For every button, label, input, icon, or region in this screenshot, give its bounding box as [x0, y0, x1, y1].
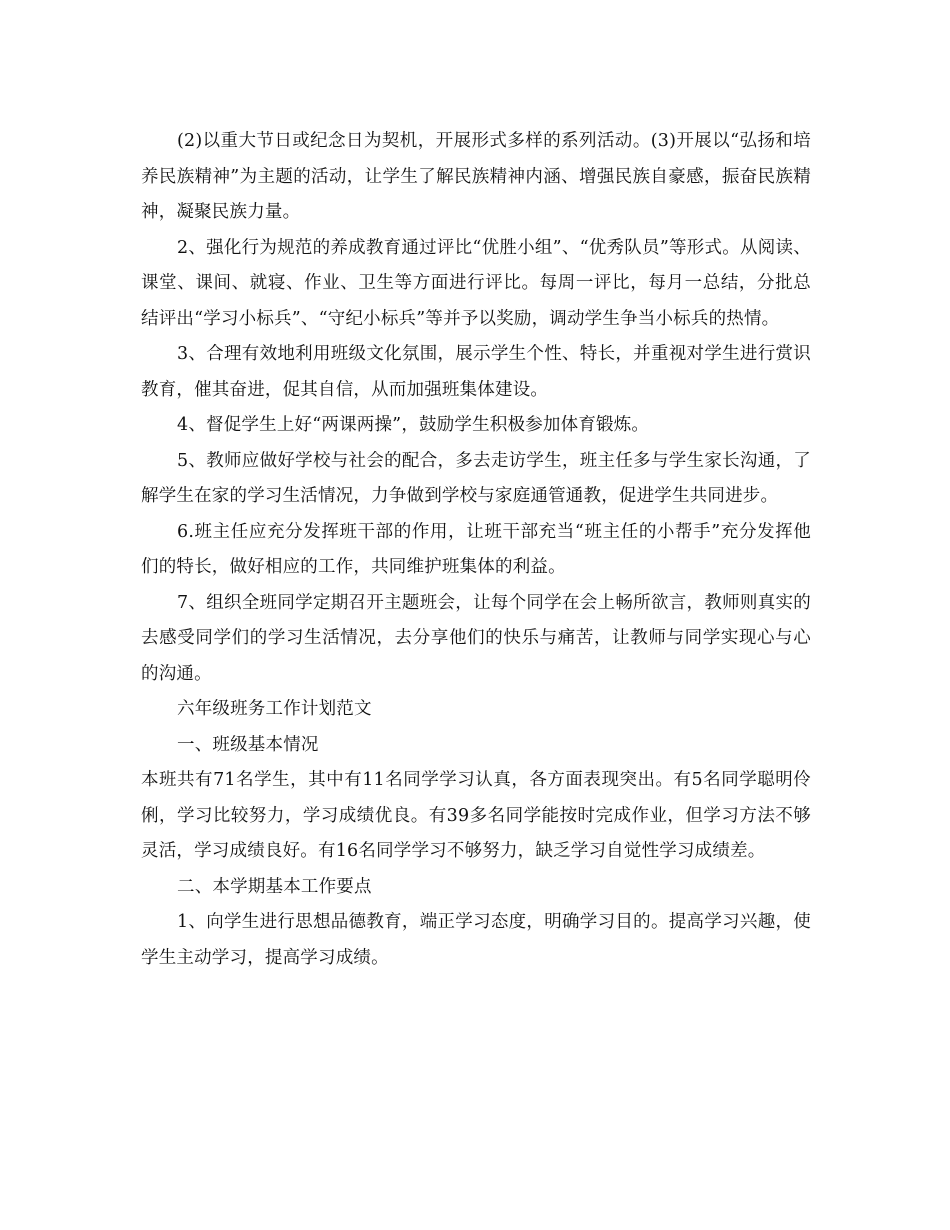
section-title: 六年级班务工作计划范文 — [177, 699, 372, 719]
paragraph-behavior-norms: 2、强化行为规范的养成教育通过评比“优胜小组”、“优秀队员”等形式。从阅读、课堂、课间、就寝、作业、卫生等方面进行评比。每周一评比，每月一总结，分批总结评出“学习小标兵”、“守纪小标兵”等并予以奖励，调动学生争当小标兵的热情。 — [141, 237, 811, 329]
paragraph-exercise: 4、督促学生上好“两课两操”，鼓励学生积极参加体育锻炼。 — [177, 415, 650, 435]
document-body — [141, 124, 811, 976]
paragraph-class-meeting: 7、组织全班同学定期召开主题班会，让每个同学在会上畅所欲言，教师则真实的去感受同学们的学习生活情况，去分享他们的快乐与痛苦，让教师与同学实现心与心的沟通。 — [141, 592, 811, 684]
paragraph-moral-education: 1、向学生进行思想品德教育，端正学习态度，明确学习目的。提高学习兴趣，使学生主动学习，提高学习成绩。 — [141, 912, 811, 968]
heading-work-points: 二、本学期基本工作要点 — [177, 876, 372, 897]
paragraph-class-culture: 3、合理有效地利用班级文化氛围，展示学生个性、特长，并重视对学生进行赏识教育，催其奋进，促其自信，从而加强班集体建设。 — [141, 344, 811, 400]
paragraph-home-school: 5、教师应做好学校与社会的配合，多去走访学生，班主任多与学生家长沟通，了解学生在家的学习生活情况，力争做到学校与家庭通管通教，促进学生共同进步。 — [141, 450, 811, 506]
heading-basic-situation: 一、班级基本情况 — [177, 734, 319, 755]
paragraph-class-cadres: 6.班主任应充分发挥班干部的作用，让班干部充当“班主任的小帮手”充分发挥他们的特长，做好相应的工作，共同维护班集体的利益。 — [141, 521, 811, 577]
paragraph-class-stats: 本班共有71名学生，其中有11名同学学习认真，各方面表现突出。有5名同学聪明伶俐，学习比较努力，学习成绩优良。有39多名同学能按时完成作业，但学习方法不够灵活，学习成绩良好。有16名同学学习不够努力，缺乏学习自觉性学习成绩差。 — [141, 770, 811, 861]
paragraph-activities: (2)以重大节日或纪念日为契机，开展形式多样的系列活动。(3)开展以“弘扬和培养民族精神”为主题的活动，让学生了解民族精神内涵、增强民族自豪感，振奋民族精神，凝聚民族力量。 — [141, 131, 811, 222]
